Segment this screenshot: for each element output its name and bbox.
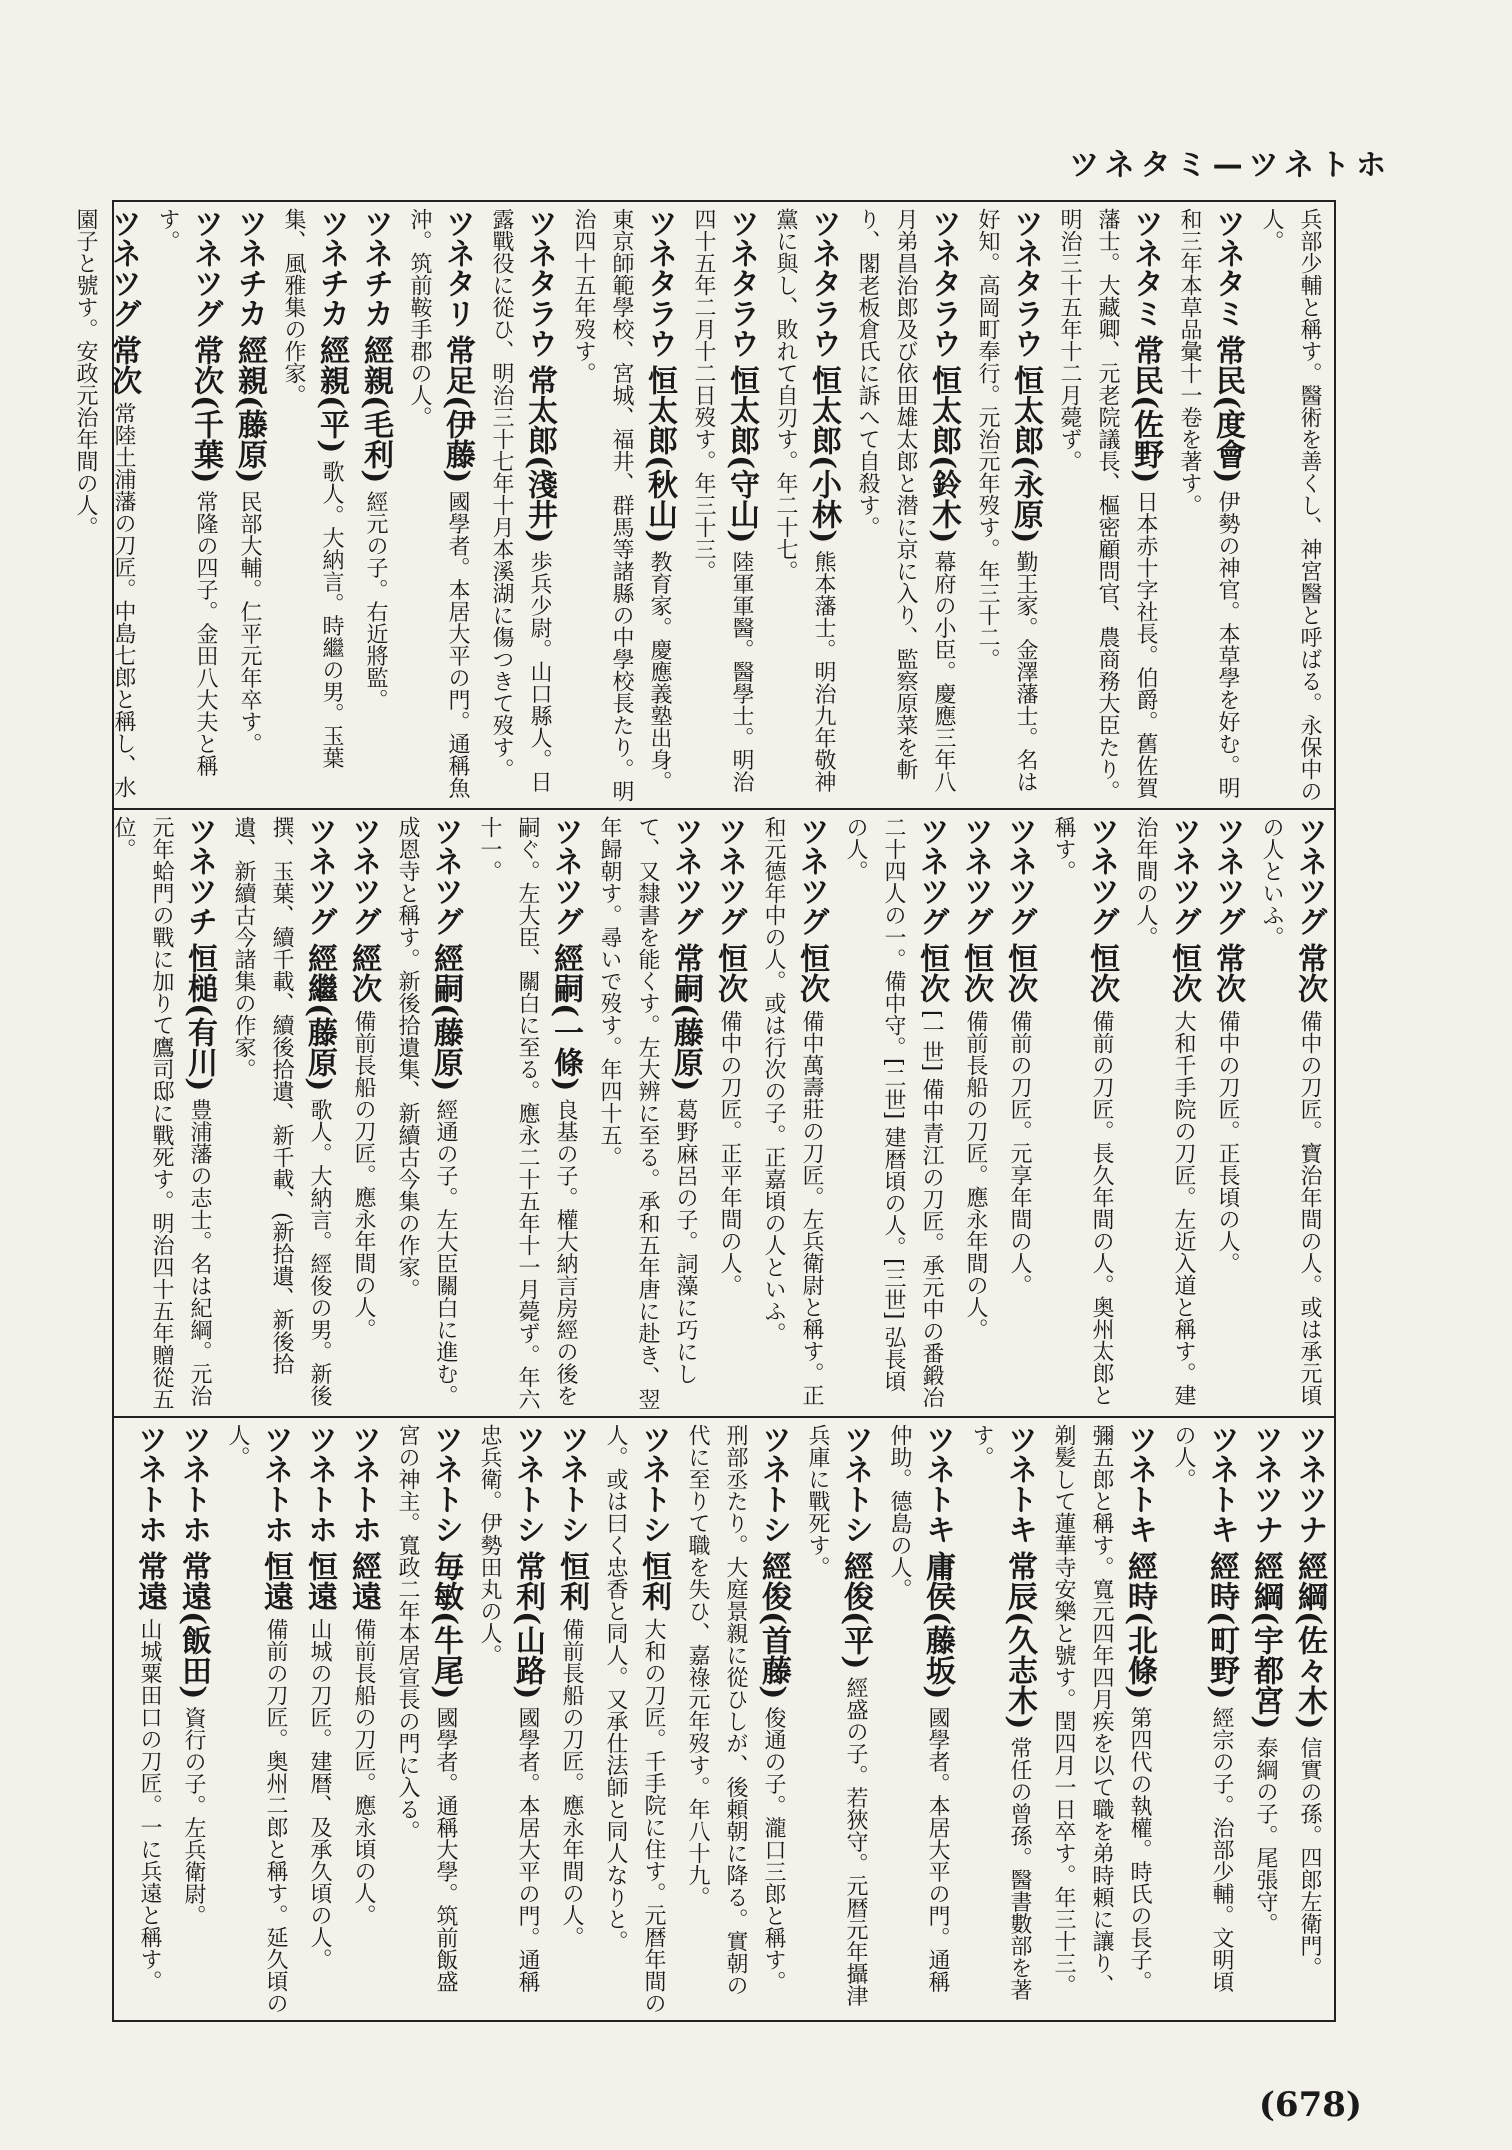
entry-text: 備前長船の刀匠。應永年間の人。	[963, 1010, 988, 1340]
entry-text: 備前の刀匠。長久年間の人。奥州太郎と稱す。	[1051, 816, 1114, 1406]
entry-text: 備前長船の刀匠。應永年間の人。	[351, 1010, 376, 1340]
running-head: ツネタミ—ツネトホ	[1069, 148, 1392, 183]
entry-reading: ツネタラウ	[522, 208, 557, 358]
entry-headword: 常遠	[132, 1551, 167, 1611]
dictionary-entry	[848, 208, 962, 802]
entry-reading: ツネトキ	[920, 1424, 955, 1544]
entry-text: 經盛の子。若狹守。元暦元年攝津兵庫に戰死す。	[805, 1424, 868, 2007]
dictionary-entry	[552, 1424, 590, 2014]
entry-headword: 經俊(平)	[838, 1551, 873, 1670]
entry-headword: 庸侯(藤坂)	[920, 1551, 955, 1700]
entry-text: 資行の子。左兵衛尉。	[181, 1706, 206, 1927]
entry-headword: 常次(千葉)	[188, 335, 223, 484]
entry-headword: 經嗣(一條)	[548, 943, 583, 1092]
entry-reading: ツネツグ	[1210, 816, 1245, 936]
entry-reading: ツネトシ	[756, 1424, 791, 1544]
entry-text: 勤王家。金澤藩士。名は好知。高岡町奉行。元治元年歿す。年三十二。	[975, 208, 1038, 793]
entry-headword: 恒遠	[302, 1551, 337, 1611]
entry-headword: 經綱(宇都宮)	[1248, 1551, 1283, 1730]
entry-text: [一世] 備中青江の刀匠。承元中の番鍛冶二十四人の一。備中守。[二世] 建暦頃の人。[三世] 弘長頃の人。	[843, 816, 944, 1409]
entry-headword: 經親(平)	[314, 335, 349, 454]
dictionary-entry	[1044, 816, 1120, 1410]
entry-text: 國學者。本居大平の門。通稱魚沖。筑前鞍手郡の人。	[407, 208, 470, 799]
entry-reading: ツネツグ	[914, 816, 949, 936]
entry-reading: ツネトシ	[554, 1424, 589, 1544]
entry-reading: ツネトホ	[346, 1424, 381, 1544]
entry-text: 備中の刀匠。正平年間の人。	[717, 1010, 742, 1296]
dictionary-entry	[1290, 1424, 1328, 2014]
dictionary-entry	[1252, 208, 1328, 802]
dictionary-entry	[590, 816, 704, 1410]
entry-headword: 常民(佐野)	[1128, 335, 1163, 484]
entry-reading: ツネツナ	[1292, 1424, 1327, 1544]
dictionary-entry	[130, 1424, 168, 2014]
entry-headword: 恒次	[1084, 943, 1119, 1003]
entry-reading: ツネツグ	[1292, 816, 1327, 936]
entry-headword: 常足(伊藤)	[440, 335, 475, 484]
entry-text: 第四代の執權。時氏の長子。彌五郎と稱す。寬元四年四月疾を以て職を弟時頼に讓り、剃髪して蓮華寺安樂と號す。閏四月一日卒す。年三十三。	[1051, 1424, 1152, 1996]
entry-headword: 經時(北條)	[1122, 1551, 1157, 1700]
entry-text: 豊浦藩の志士。名は紀綱。元治元年蛤門の戰に加りて鷹司邸に戰死す。明治四十五年贈從五位。	[111, 816, 212, 1410]
rule-middle-1	[112, 808, 1336, 810]
entry-headword: 恒利	[636, 1551, 671, 1611]
entry-text: 山城粟田口の刀匠。一に兵遠と稱す。	[137, 1618, 162, 1992]
entry-text: 備前の刀匠。元享年間の人。	[1007, 1010, 1032, 1296]
dictionary-entry	[564, 208, 678, 802]
entry-reading: ツネタラウ	[642, 208, 677, 358]
dictionary-entry	[482, 208, 558, 802]
entry-text: 兵部少輔と稱す。醫術を善くし、神宮醫と呼ばる。永保中の人。	[1259, 208, 1322, 802]
dictionary-entry	[798, 1424, 874, 2014]
dictionary-entry	[1170, 208, 1246, 802]
entry-headword: 經遠	[346, 1551, 381, 1611]
entry-text: 日本赤十字社長。伯爵。舊佐賀藩士。大藏卿、元老院議長、樞密顧問官、農商務大臣たり。明治三十五年十二月薨ず。	[1057, 208, 1158, 802]
entry-headword: 恒太郎(秋山)	[642, 365, 677, 544]
entry-text: 常任の曾孫。醫書數部を著す。	[969, 1424, 1032, 2001]
dictionary-entry	[148, 208, 224, 802]
entry-headword: 經嗣(藤原)	[428, 943, 463, 1092]
dictionary-entry	[400, 208, 476, 802]
entry-text: 備中萬壽莊の刀匠。左兵衛尉と稱す。正和元德年中の人。或は行次の子。正嘉頃の人といふ。	[761, 816, 824, 1406]
dictionary-entry	[230, 208, 268, 802]
entry-text: 熊本藩士。明治九年敬神黨に與し、敗れて自刃す。年二十七。	[773, 208, 836, 793]
entry-text: 山城の刀匠。建暦、及承久頃の人。	[307, 1618, 332, 1970]
dictionary-entry	[1000, 816, 1038, 1410]
entry-headword: 恒次	[958, 943, 993, 1003]
dictionary-band-middle	[111, 816, 1328, 1410]
entry-reading: ツネツグ	[958, 816, 993, 936]
entry-reading: ツネツグ	[1166, 816, 1201, 936]
entry-text: 歌人。大納言。經俊の男。新後撰、玉葉、續千載、續後拾遺、新千載、(新拾遺、新後拾遺、新續古今諸集の作家。	[231, 816, 332, 1407]
entry-text: 常隆の四子。金田八大夫と稱す。	[155, 208, 218, 777]
entry-reading: ツネツグ	[794, 816, 829, 936]
dictionary-entry	[836, 816, 950, 1410]
dictionary-band-top	[73, 208, 1328, 802]
entry-text: 備中の刀匠。正長頃の人。	[1215, 1010, 1240, 1274]
entry-text: 葛野麻呂の子。詞藻に巧にして、又隸書を能くす。左大辨に至る。承和五年唐に赴き、翌年歸朝す。尋いで歿す。年四十五。	[597, 816, 698, 1410]
entry-text: 經通の子。左大臣關白に進む。成恩寺と稱す。新後拾遺集、新續古今集の作家。	[395, 816, 458, 1407]
entry-reading: ツネトホ	[176, 1424, 211, 1544]
entry-headword: 恒次	[914, 943, 949, 1003]
entry-headword: 恒太郎(永原)	[1008, 365, 1043, 544]
entry-text: 俊通の子。瀧口三郎と稱す。刑部丞たり。大庭景親に從ひしが、後頼朝に降る。實朝の代に至りて職を失ひ、嘉祿元年歿す。年八十九。	[685, 1424, 786, 1996]
dictionary-entry	[1208, 816, 1246, 1410]
rule-top	[112, 200, 1336, 202]
entry-text: 國學者。通稱大學。筑前飯盛宮の神主。寬政二年本居宣長の門に入る。	[395, 1424, 458, 1993]
dictionary-entry	[300, 1424, 338, 2014]
entry-reading: ツネタリ	[440, 208, 475, 328]
entry-reading: ツネツグ	[668, 816, 703, 936]
entry-headword: 恒次	[1166, 943, 1201, 1003]
dictionary-entry	[1252, 816, 1328, 1410]
entry-headword: 恒次	[712, 943, 747, 1003]
entry-reading: ツネツチ	[182, 816, 217, 936]
dictionary-entry	[274, 208, 350, 802]
entry-text: 幕府の小臣。慶應三年八月弟昌治郎及び依田雄太郎と潜に京に入り、監察原菜を斬り、閣老板倉氏に訴へて自殺す。	[855, 208, 956, 793]
entry-text: 信實の孫。四郎左衛門。	[1297, 1736, 1322, 1979]
entry-reading: ツネトシ	[510, 1424, 545, 1544]
dictionary-entry	[956, 816, 994, 1410]
entry-headword: 恒利	[554, 1551, 589, 1611]
entry-text: 歌人。大納言。時繼の男。玉葉集、風雅集の作家。	[281, 208, 344, 769]
entry-reading: ツネトキ	[1122, 1424, 1157, 1544]
entry-reading: ツネツグ	[712, 816, 747, 936]
dictionary-entry	[470, 816, 584, 1410]
dictionary-entry	[388, 1424, 464, 2014]
entry-text: 歩兵少尉。山口縣人。日露戰役に從ひ、明治三十七年十月本溪湖に傷つきて歿す。	[489, 208, 552, 793]
entry-text: 良基の子。權大納言房經の後を嗣ぐ。左大臣、關白に至る。應永二十五年十一月薨ず。年六十一。	[477, 816, 578, 1410]
entry-headword: 恒遠	[258, 1551, 293, 1611]
entry-headword: 經次	[346, 943, 381, 1003]
dictionary-entry	[174, 1424, 212, 2014]
entry-headword: 常次	[1210, 943, 1245, 1003]
dictionary-entry	[388, 816, 464, 1410]
entry-text: 國學者。本居大平の門。通稱仲助。德島の人。	[887, 1424, 950, 1993]
entry-headword: 經親(毛利)	[358, 335, 393, 484]
entry-text: 經元の子。右近將監。	[363, 490, 388, 711]
dictionary-entry	[356, 208, 394, 802]
entry-reading: ツネツグ	[428, 816, 463, 936]
entry-headword: 經綱(佐々木)	[1292, 1551, 1327, 1730]
entry-text: 大和千手院の刀匠。左近入道と稱す。建治年間の人。	[1133, 816, 1196, 1406]
entry-reading: ツネチカ	[358, 208, 393, 328]
entry-reading: ツネツグ	[1002, 816, 1037, 936]
entry-headword: 常嗣(藤原)	[668, 943, 703, 1092]
entry-text: 教育家。慶應義塾出身。東京師範學校、宮城、福井、群馬等諸縣の中學校長たり。明治四十五年歿す。	[571, 208, 672, 802]
entry-reading: ツネツグ	[106, 208, 141, 328]
entry-headword: 經繼(藤原)	[302, 943, 337, 1092]
entry-reading: ツネチカ	[314, 208, 349, 328]
entry-headword: 經時(町野)	[1204, 1551, 1239, 1700]
dictionary-entry	[968, 208, 1044, 802]
entry-text: 備前長船の刀匠。應永年間の人。	[559, 1618, 584, 1948]
entry-text: 泰綱の子。尾張守。	[1253, 1736, 1278, 1935]
entry-headword: 常遠(飯田)	[176, 1551, 211, 1700]
dictionary-entry	[470, 1424, 546, 2014]
dictionary-entry	[596, 1424, 672, 2014]
entry-text: 伊勢の神官。本草學を好む。明和三年本草品彙十一卷を著す。	[1177, 208, 1240, 799]
entry-headword: 恒太郎(小林)	[806, 365, 841, 544]
entry-reading: ツネツグ	[548, 816, 583, 936]
entry-reading: ツネツグ	[188, 208, 223, 328]
entry-text: 大和の刀匠。千手院に住す。元暦年間の人。或は曰く忠香と同人。又承仕法師と同人なりと。	[603, 1424, 666, 2014]
entry-text: 備前の刀匠。奥州二郎と稱す。延久頃の人。	[225, 1424, 288, 2014]
entry-headword: 常太郎(淺井)	[522, 365, 557, 544]
dictionary-entry	[344, 816, 382, 1410]
dictionary-entry	[1044, 1424, 1158, 2014]
entry-text: 陸軍軍醫。醫學士。明治四十五年二月十二日歿す。年三十三。	[691, 208, 754, 793]
entry-headword: 常民(度會)	[1210, 335, 1245, 484]
dictionary-entry	[754, 816, 830, 1410]
entry-reading: ツネトキ	[1204, 1424, 1239, 1544]
dictionary-entry	[218, 1424, 294, 2014]
entry-reading: ツネトシ	[428, 1424, 463, 1544]
entry-reading: ツネツナ	[1248, 1424, 1283, 1544]
entry-headword: 恒太郎(守山)	[724, 365, 759, 544]
entry-headword: 經俊(首藤)	[756, 1551, 791, 1700]
entry-headword: 恒次	[1002, 943, 1037, 1003]
dictionary-entry	[344, 1424, 382, 2014]
dictionary-entry	[678, 1424, 792, 2014]
entry-reading: ツネタミ	[1128, 208, 1163, 328]
entry-reading: ツネツグ	[346, 816, 381, 936]
dictionary-band-bottom	[118, 1424, 1328, 2014]
entry-headword: 常次	[106, 335, 141, 395]
entry-reading: ツネトシ	[838, 1424, 873, 1544]
entry-reading: ツネチカ	[232, 208, 267, 328]
rule-bottom	[112, 2020, 1336, 2022]
entry-headword: 恒槌(有川)	[182, 943, 217, 1092]
entry-reading: ツネツグ	[302, 816, 337, 936]
dictionary-entry	[710, 816, 748, 1410]
entry-reading: ツネトホ	[258, 1424, 293, 1544]
entry-headword: 恒太郎(鈴木)	[926, 365, 961, 544]
dictionary-entry	[1246, 1424, 1284, 2014]
dictionary-entry	[880, 1424, 956, 2014]
entry-reading: ツネトシ	[636, 1424, 671, 1544]
entry-text: 民部大輔。仁平元年卒す。	[237, 490, 262, 755]
entry-reading: ツネタラウ	[806, 208, 841, 358]
dictionary-entry	[224, 816, 338, 1410]
entry-headword: 恒次	[794, 943, 829, 1003]
page-number: (678)	[1258, 2085, 1362, 2125]
entry-reading: ツネタラウ	[1008, 208, 1043, 358]
entry-reading: ツネタミ	[1210, 208, 1245, 328]
dictionary-entry	[684, 208, 760, 802]
entry-text: 經宗の子。治部少輔。文明頃の人。	[1171, 1424, 1234, 1993]
rule-middle-2	[112, 1416, 1336, 1418]
entry-reading: ツネタラウ	[926, 208, 961, 358]
entry-reading: ツネトホ	[132, 1424, 167, 1544]
entry-reading: ツネツグ	[1084, 816, 1119, 936]
dictionary-entry	[1164, 1424, 1240, 2014]
entry-headword: 經親(藤原)	[232, 335, 267, 484]
entry-headword: 常次	[1292, 943, 1327, 1003]
entry-text: 備中の刀匠。寶治年間の人。或は承元頃の人といふ。	[1259, 816, 1322, 1406]
dictionary-entry	[1050, 208, 1164, 802]
entry-headword: 毎敏(牛尾)	[428, 1551, 463, 1700]
entry-text: 備前長船の刀匠。應永頃の人。	[351, 1618, 376, 1926]
dictionary-entry	[104, 816, 218, 1410]
dictionary-entry	[962, 1424, 1038, 2014]
entry-reading: ツネトキ	[1002, 1424, 1037, 1544]
entry-headword: 常辰(久志木)	[1002, 1551, 1037, 1730]
dictionary-entry	[66, 208, 142, 802]
entry-text: 國學者。本居大平の門。通稱忠兵衛。伊勢田丸の人。	[477, 1424, 540, 1993]
dictionary-entry	[1126, 816, 1202, 1410]
entry-headword: 常利(山路)	[510, 1551, 545, 1700]
dictionary-entry	[766, 208, 842, 802]
entry-reading: ツネタラウ	[724, 208, 759, 358]
entry-text: 常陸土浦藩の刀匠。中島七郎と稱し、水園子と號す。安政元治年間の人。	[73, 208, 136, 798]
entry-reading: ツネトホ	[302, 1424, 337, 1544]
